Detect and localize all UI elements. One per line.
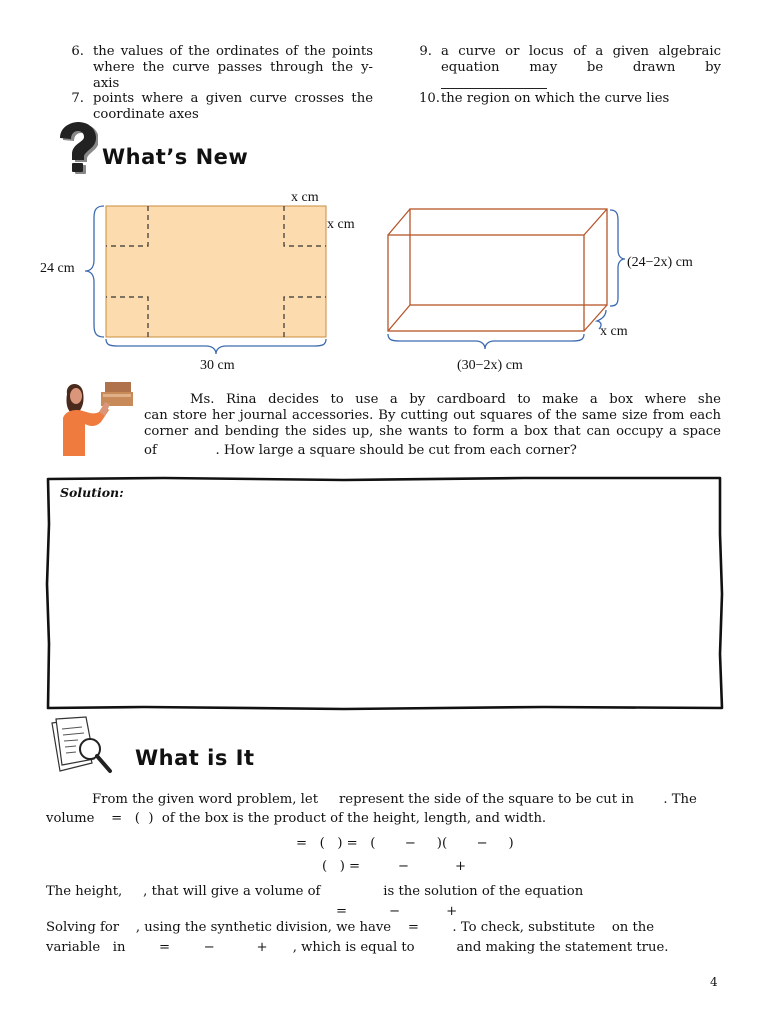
list-item-text: equation may be drawn by [441,60,721,75]
equation-volume-expanded: ( ) = − + [322,859,467,874]
solving-line-1: Solving for , using the synthetic division, we have = . To check, substitute on the [46,920,655,935]
equation-volume-product: = ( ) = ( − )( − ) [296,836,514,851]
solution-answer-area[interactable] [52,505,720,705]
page-number: 4 [710,975,718,989]
solution-label: Solution: [60,485,124,500]
list-item-text: the values of the ordinates of the points [93,44,373,59]
open-box-figure [380,198,630,368]
label-box-x: x cm [600,324,628,339]
height-sentence: The height, , that will give a volume of is the solution of the equation [46,884,584,899]
solving-line-2: variable in = − + , which is equal to and making the statement true. [46,940,669,955]
label-height-24: 24 cm [40,261,75,276]
list-item-text: a curve or locus of a given algebraic [441,44,721,59]
problem-line-3: corner and bending the sides up, she wants to form a box that can occupy a space [144,424,721,439]
list-item-text: where the curve passes through the y- [93,60,373,75]
equation-to-solve: = − + [336,904,458,919]
flat-cardboard-figure [30,188,370,378]
list-item-text: points where a given curve crosses the [93,91,373,106]
list-number: 10. [419,91,440,106]
explanation-line-2: volume = ( ) of the box is the product of the height, length, and width. [46,811,547,826]
section-title-what-is-it: What is It [135,746,255,770]
label-right-x: x cm [327,217,355,232]
woman-with-boxes-illustration [55,378,140,458]
magnifier-document-icon [48,715,120,777]
explanation-line-1: From the given word problem, let represent the side of the square to be cut in . The [92,792,697,807]
label-width-30: 30 cm [200,358,235,373]
problem-line-4: of . How large a square should be cut from each corner? [144,443,577,458]
label-box-height: (24−2x) cm [627,255,693,270]
section-title-whats-new: What’s New [102,145,249,169]
problem-line-1: Ms. Rina decides to use a by cardboard to make a box where she [190,392,721,407]
label-top-x: x cm [291,190,319,205]
label-box-length: (30−2x) cm [457,358,523,373]
problem-line-2: can store her journal accessories. By cutting out squares of the same size from each [144,408,721,423]
list-item-text: axis [93,76,120,91]
list-number: 7. [71,91,84,106]
question-mark-icon [52,122,98,174]
list-item-text: the region on which the curve lies [441,91,670,106]
list-number: 9. [419,44,432,59]
list-number: 6. [71,44,84,59]
answer-blank[interactable] [441,88,547,89]
list-item-text: coordinate axes [93,107,199,122]
